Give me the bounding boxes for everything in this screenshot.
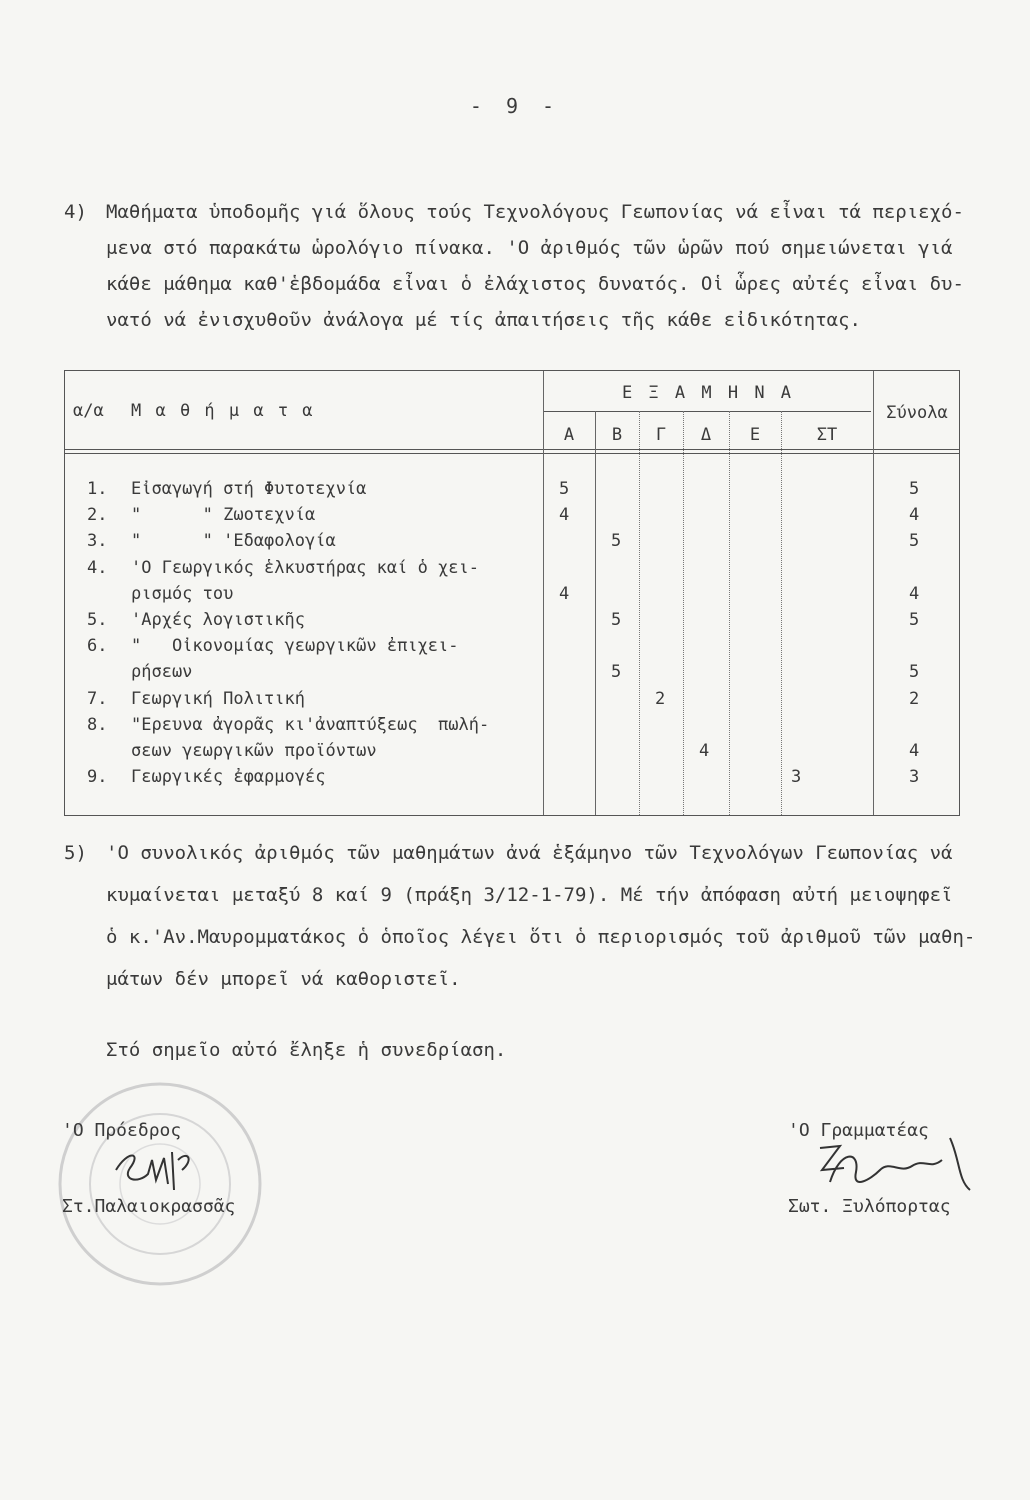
header-totals: Σύνολα <box>886 403 948 423</box>
row-cell-A: 4 <box>559 505 570 526</box>
row-subject: Εἰσαγωγή στή Φυτοτεχνία <box>131 479 367 499</box>
page-number: - 9 - <box>469 94 561 118</box>
row-cell-total: 5 <box>909 662 920 683</box>
section-4-line-1: Μαθήματα ὑποδομῆς γιά ὅλους τούς Τεχνολόγους Γεωπονίας νά εἶναι τά περιεχό- <box>106 201 964 223</box>
row-number: 4. <box>87 557 108 578</box>
row-number: 7. <box>87 688 108 709</box>
president-title: 'Ο Πρόεδρος <box>62 1120 182 1141</box>
secretary-signature <box>800 1130 980 1200</box>
row-cell-total: 2 <box>909 688 920 709</box>
row-number: 2. <box>87 505 108 526</box>
row-subject: "Ερευνα ἀγορᾶς κι'ἀναπτύξεως πωλή- <box>131 714 490 735</box>
row-cell-ST: 3 <box>791 767 802 788</box>
table-header-divider-2 <box>65 453 959 454</box>
table-row <box>65 662 961 688</box>
row-subject: " " 'Εδαφολογία <box>131 531 336 552</box>
table-row <box>65 531 961 557</box>
row-cell-A: 5 <box>559 479 570 499</box>
row-subject: ρισμός του <box>131 583 234 604</box>
table-row <box>65 610 961 636</box>
header-sem-ST: ΣΤ <box>816 425 838 445</box>
row-number: 1. <box>87 479 108 499</box>
section-5-line-2: κυμαίνεται μεταξύ 8 καί 9 (πράξη 3/12-1-79). Μέ τήν ἀπόφαση αὐτή μειοψηφεῖ <box>106 884 953 906</box>
row-cell-total: 5 <box>909 479 920 499</box>
row-subject: σεων γεωργικῶν προϊόντων <box>131 741 377 761</box>
section-4-line-3: κάθε μάθημα καθ'ἑβδομάδα εἶναι ὁ ἐλάχιστος δυνατός. Οἱ ὧρες αὐτές εἶναι δυ- <box>106 273 964 295</box>
table-header-subline <box>543 411 871 412</box>
row-cell-B: 5 <box>611 662 622 683</box>
header-semesters: Ε Ξ Α Μ Η Ν Α <box>621 383 795 403</box>
row-subject: ρήσεων <box>131 662 193 683</box>
row-number: 6. <box>87 636 108 657</box>
row-cell-total: 5 <box>909 610 920 630</box>
header-subjects: Μ α θ ή μ α τ α <box>131 401 315 421</box>
row-number: 8. <box>87 714 108 735</box>
row-cell-total: 4 <box>909 505 920 526</box>
row-subject: " Οἰκονομίας γεωργικῶν ἐπιχει- <box>131 636 459 657</box>
section-4 <box>64 194 984 338</box>
header-sem-B: Β <box>611 425 623 445</box>
table-row <box>65 689 961 715</box>
section-4-number: 4) <box>64 201 87 223</box>
header-sem-D: Δ <box>700 425 712 445</box>
row-subject: Γεωργικές ἐφαρμογές <box>131 767 326 788</box>
row-cell-B: 5 <box>611 610 622 630</box>
timetable <box>64 370 960 816</box>
row-cell-total: 4 <box>909 583 920 604</box>
row-cell-total: 4 <box>909 741 920 761</box>
header-sem-A: Α <box>563 425 575 445</box>
president-signature <box>108 1140 198 1200</box>
row-number: 5. <box>87 610 108 630</box>
table-row <box>65 715 961 741</box>
table-row <box>65 584 961 610</box>
section-5-line-1: 'Ο συνολικός ἀριθμός τῶν μαθημάτων ἀνά ἑξάμηνο τῶν Τεχνολόγων Γεωπονίας νά <box>106 842 953 864</box>
section-4-line-2: μενα στό παρακάτω ὡρολόγιο πίνακα. 'Ο ἀριθμός τῶν ὡρῶν πού σημειώνεται γιά <box>106 237 953 259</box>
row-subject: 'Ο Γεωργικός ἑλκυστήρας καί ὁ χει- <box>131 557 479 578</box>
table-row <box>65 505 961 531</box>
section-5-line-3: ὁ κ.'Αν.Μαυρομματάκος ὁ ὁποῖος λέγει ὅτι ὁ περιορισμός τοῦ ἀριθμοῦ τῶν μαθη- <box>106 926 976 948</box>
row-cell-B: 5 <box>611 531 622 552</box>
header-sem-E: Ε <box>749 425 761 445</box>
header-aa: α/α <box>73 401 104 421</box>
table-header-divider <box>65 449 959 450</box>
header-sem-G: Γ <box>655 425 667 445</box>
table-row <box>65 479 961 505</box>
row-cell-G: 2 <box>655 688 666 709</box>
row-number: 3. <box>87 531 108 552</box>
table-row <box>65 767 961 793</box>
table-row <box>65 741 961 767</box>
section-5-number: 5) <box>64 842 87 864</box>
row-cell-total: 3 <box>909 767 920 788</box>
secretary-name: Σωτ. Ξυλόπορτας <box>788 1196 951 1217</box>
secretary-title: 'Ο Γραμματέας <box>788 1120 929 1141</box>
row-cell-total: 5 <box>909 531 920 552</box>
row-cell-D: 4 <box>699 741 710 761</box>
row-subject: " " Ζωοτεχνία <box>131 505 316 526</box>
section-5-line-4: μάτων δέν μπορεῖ νά καθοριστεῖ. <box>106 968 461 990</box>
row-subject: Γεωργική Πολιτική <box>131 688 305 709</box>
row-subject: 'Αρχές λογιστικῆς <box>131 610 305 630</box>
table-row <box>65 558 961 584</box>
president-name: Στ.Παλαιοκρασσᾶς <box>62 1196 236 1217</box>
table-row <box>65 636 961 662</box>
closing-sentence: Στό σημεῖο αὐτό ἔληξε ἡ συνεδρίαση. <box>106 1039 507 1061</box>
section-5 <box>64 832 984 1000</box>
row-number: 9. <box>87 767 108 788</box>
section-4-line-4: νατό νά ἐνισχυθοῦν ἀνάλογα μέ τίς ἀπαιτήσεις τῆς κάθε εἰδικότητας. <box>106 309 861 331</box>
row-cell-A: 4 <box>559 583 570 604</box>
